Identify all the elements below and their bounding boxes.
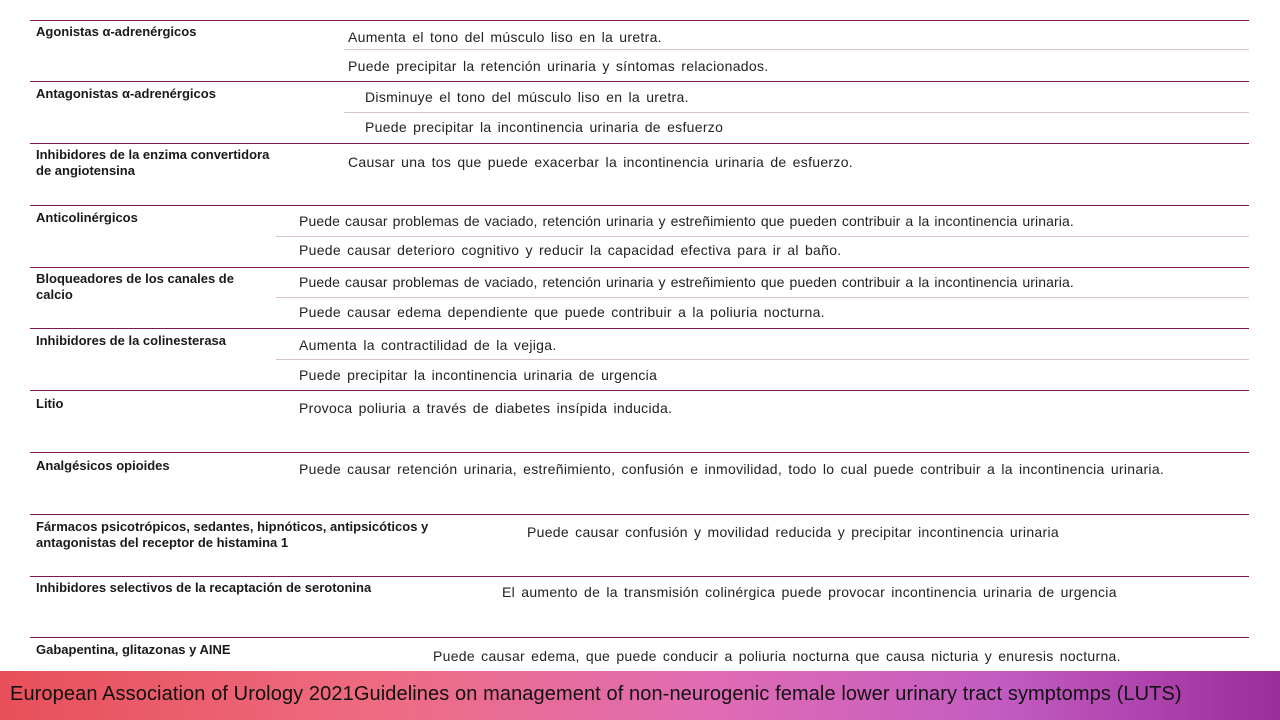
drug-class-label: Bloqueadores de los canales de calcio [36, 271, 234, 302]
drug-effect-text: Puede precipitar la incontinencia urinaria de urgencia [299, 367, 658, 383]
drug-class-label: Anticolinérgicos [36, 210, 138, 225]
row-divider [30, 328, 1249, 329]
drug-class-label: Fármacos psicotrópicos, sedantes, hipnóticos, antipsicóticos y antagonistas del receptor de histamina 1 [36, 519, 429, 550]
row-divider [30, 514, 1249, 515]
cell-divider [276, 236, 1249, 237]
row-divider [30, 143, 1249, 144]
drug-effect-text: Puede causar confusión y movilidad reducida y precipitar incontinencia urinaria [527, 524, 1059, 540]
drug-class-label: Inhibidores de la colinesterasa [36, 333, 227, 348]
row-divider [30, 452, 1249, 453]
cell-divider [344, 112, 1249, 113]
drug-class-label: Agonistas α-adrenérgicos [36, 24, 197, 39]
drug-class-label: Inhibidores de la enzima convertidora de angiotensina [36, 147, 270, 178]
row-divider [30, 390, 1249, 391]
footer-citation: European Association of Urology 2021Guidelines on management of non-neurogenic female lower urinary tract symptomps (LUTS) [10, 683, 1182, 705]
row-divider [30, 576, 1249, 577]
drug-effect-text: El aumento de la transmisión colinérgica puede provocar incontinencia urinaria de urgencia [502, 584, 1117, 600]
drug-effect-text: Puede causar edema, que puede conducir a poliuria nocturna que causa nicturia y enuresis nocturna. [433, 648, 1121, 664]
drug-effect-text: Puede causar edema dependiente que puede contribuir a la poliuria nocturna. [299, 304, 825, 320]
drug-effect-text: Aumenta la contractilidad de la vejiga. [299, 337, 557, 353]
drug-effect-text: Puede causar problemas de vaciado, retención urinaria y estreñimiento que pueden contribuir a la incontinencia urinaria. [299, 213, 1074, 229]
cell-divider [276, 359, 1249, 360]
drug-effect-text: Puede causar problemas de vaciado, retención urinaria y estreñimiento que pueden contribuir a la incontinencia urinaria. [299, 274, 1074, 290]
row-divider [30, 20, 1249, 21]
drug-class-label: Analgésicos opioides [36, 458, 170, 473]
footer-banner [0, 671, 1280, 720]
drug-effect-text: Aumenta el tono del músculo liso en la uretra. [348, 29, 662, 45]
drug-effect-text: Puede precipitar la retención urinaria y síntomas relacionados. [348, 58, 769, 74]
drug-class-label: Litio [36, 396, 64, 411]
drug-effect-text: Provoca poliuria a través de diabetes insípida inducida. [299, 400, 673, 416]
drug-class-label: Antagonistas α-adrenérgicos [36, 86, 216, 101]
row-divider [30, 637, 1249, 638]
row-divider [30, 81, 1249, 82]
drug-class-label: Inhibidores selectivos de la recaptación de serotonina [36, 580, 372, 595]
row-divider [30, 267, 1249, 268]
row-divider [30, 205, 1249, 206]
drug-class-label: Gabapentina, glitazonas y AINE [36, 642, 231, 657]
drug-effect-text: Puede causar retención urinaria, estreñimiento, confusión e inmovilidad, todo lo cual puede contribuir a la incontinencia urinaria. [299, 461, 1165, 477]
drug-effect-text: Causar una tos que puede exacerbar la incontinencia urinaria de esfuerzo. [348, 154, 853, 170]
drug-effect-text: Disminuye el tono del músculo liso en la uretra. [365, 89, 689, 105]
drug-effect-text: Puede precipitar la incontinencia urinaria de esfuerzo [365, 119, 724, 135]
drug-effect-text: Puede causar deterioro cognitivo y reducir la capacidad efectiva para ir al baño. [299, 242, 842, 258]
cell-divider [344, 49, 1249, 50]
cell-divider [276, 297, 1249, 298]
